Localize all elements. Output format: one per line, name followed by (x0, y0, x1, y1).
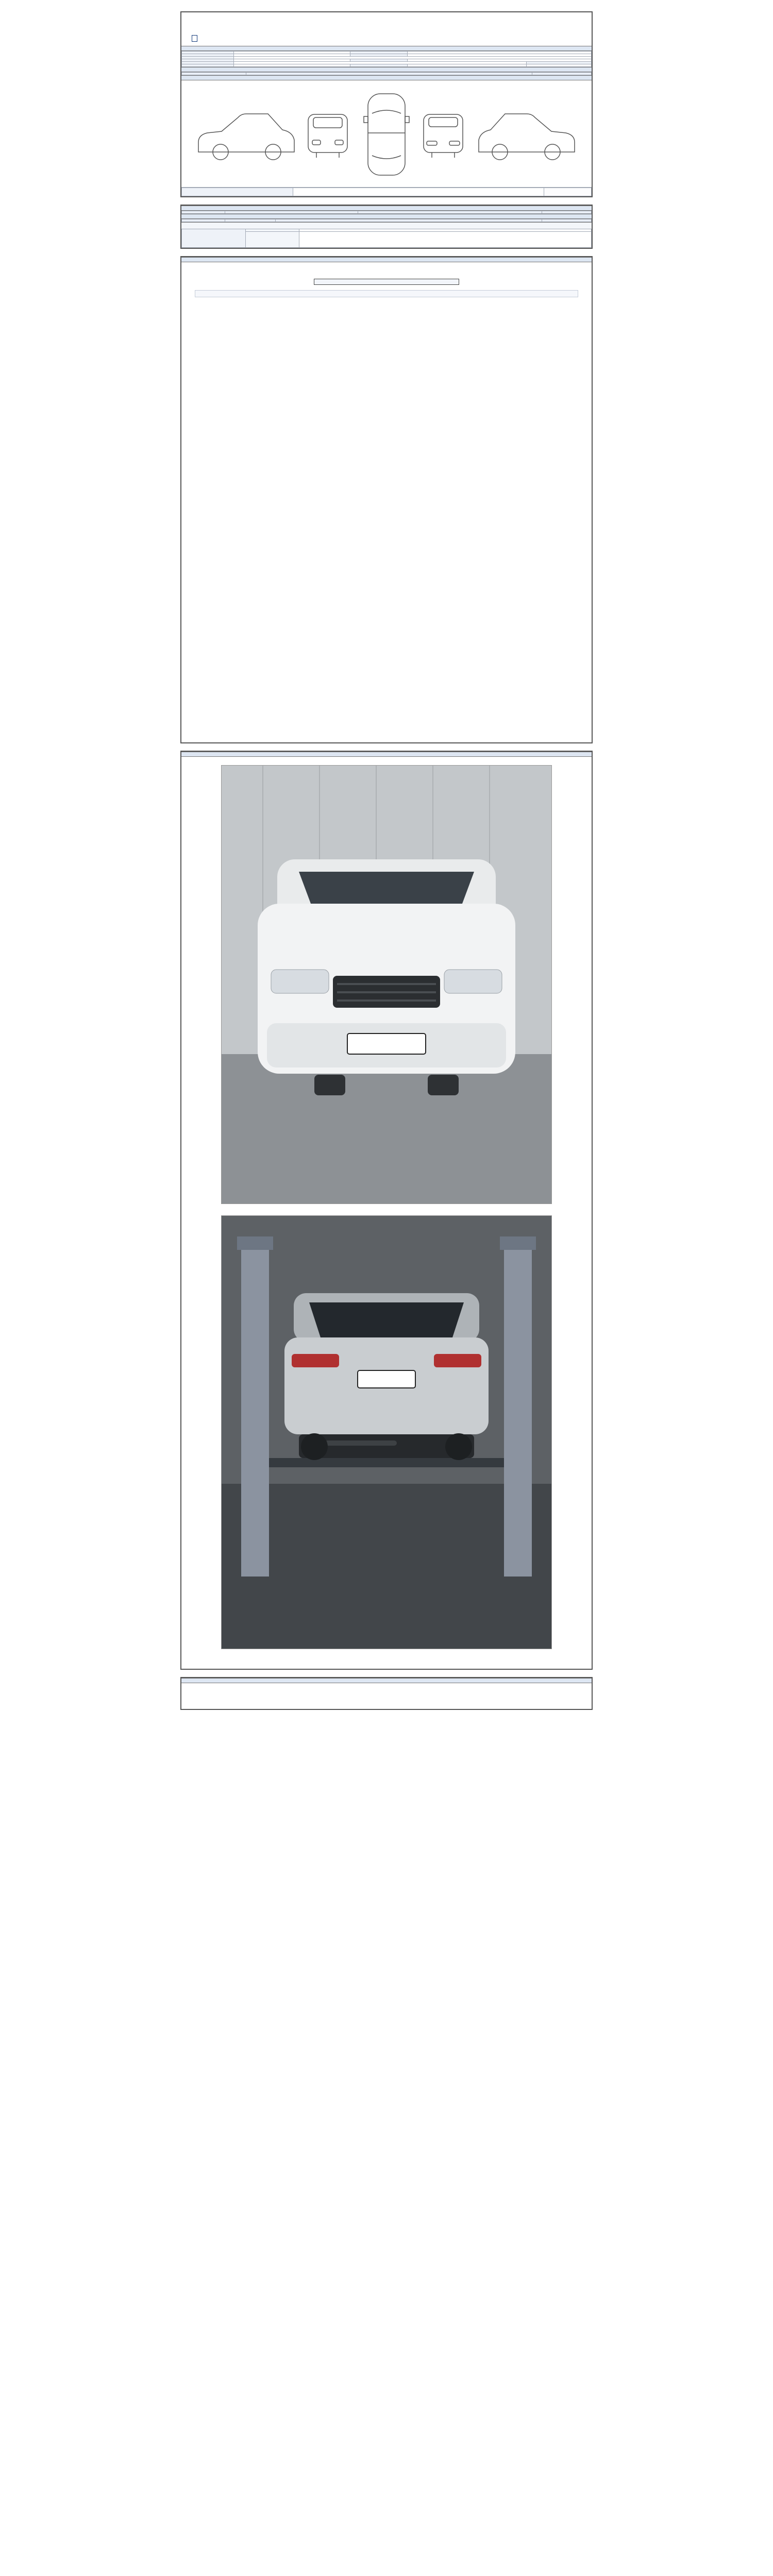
document-number (192, 35, 586, 43)
column-header (182, 219, 225, 222)
column-header (542, 211, 592, 214)
car-damage-diagram (181, 83, 592, 188)
section-title-etc (181, 214, 592, 219)
price-appraisal-definition-title (314, 279, 459, 285)
final-notice (195, 290, 578, 297)
section-signature (180, 1677, 593, 1710)
section-detail (180, 205, 593, 249)
column-header (542, 219, 592, 222)
inspection-photo-underbody (221, 1215, 552, 1649)
column-header (358, 211, 542, 214)
opinion-text (299, 232, 592, 248)
basic-info-table (181, 51, 592, 67)
signature-body (181, 1683, 592, 1709)
section-notices (180, 256, 593, 743)
section-title-state (181, 67, 592, 72)
final-price-row (181, 222, 592, 229)
column-header (276, 219, 542, 222)
base-price-value (527, 64, 592, 67)
car-views-diagram-icon (191, 88, 582, 180)
photos-container (181, 757, 592, 1669)
section-overview (180, 11, 593, 197)
accident-history-label (182, 188, 293, 196)
inspection-photo-front (221, 765, 552, 1204)
opinion-label (182, 229, 246, 248)
document-icon (192, 35, 197, 42)
section-title-notices (181, 257, 592, 262)
section-title-accident (181, 75, 592, 80)
column-header (182, 211, 225, 214)
section-title-signature (181, 1678, 592, 1683)
notices-body (181, 262, 592, 742)
column-header (246, 73, 532, 75)
column-header (225, 219, 276, 222)
section-photos (180, 751, 593, 1670)
warranty-options (407, 64, 526, 67)
amount-cell (544, 188, 592, 196)
opinion-author (246, 232, 299, 248)
inspector-opinion-table (181, 229, 592, 248)
document-body (180, 0, 593, 1710)
engine-type-value (233, 64, 350, 67)
section-title-detail (181, 206, 592, 211)
inspection-insurance-fee (579, 1694, 582, 1703)
column-header (182, 73, 246, 75)
column-header (532, 73, 592, 75)
license-plate (347, 1033, 426, 1054)
document-header (181, 12, 592, 46)
field-label (182, 64, 234, 67)
accident-history-table (181, 188, 592, 196)
section-title-basic (181, 46, 592, 51)
accident-history-options (293, 188, 544, 196)
column-header (225, 211, 358, 214)
section-title-photos (181, 752, 592, 757)
field-label (350, 64, 408, 67)
